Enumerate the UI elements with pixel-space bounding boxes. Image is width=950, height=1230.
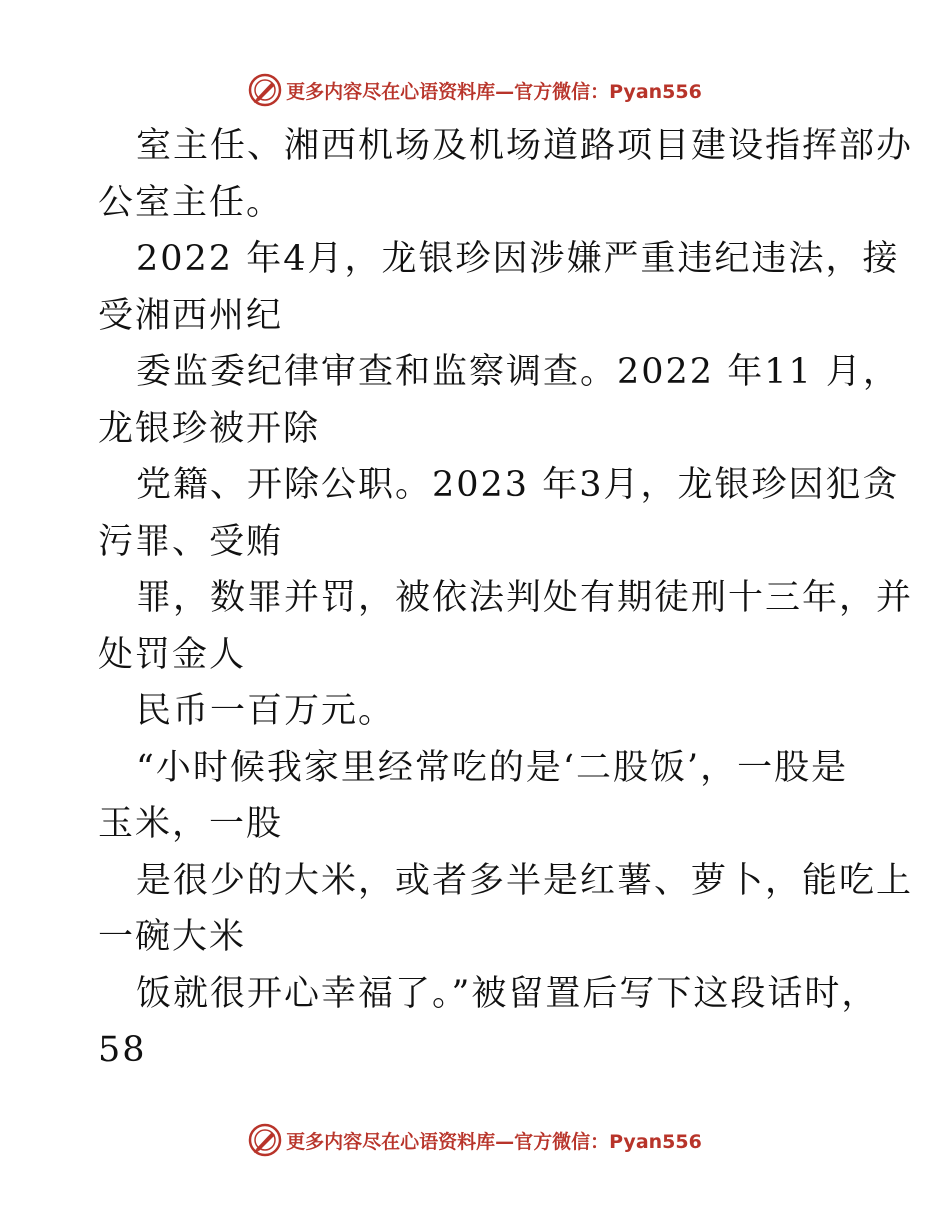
text-line: 是很少的大米，或者多半是红薯、萝卜，能吃上 (136, 860, 914, 901)
document-body (98, 118, 914, 1079)
text-line: 罪，数罪并罚，被依法判处有期徒刑十三年，并 (136, 578, 914, 618)
footer-watermark-banner (0, 1122, 950, 1158)
footer-watermark-text: 更多内容尽在心语资料库—官方微信：Pyan556 (286, 1130, 702, 1153)
text-line: 玉米，一股 (98, 804, 284, 844)
text-line: 一碗大米 (98, 917, 247, 957)
text-line: 受湘西州纪 (98, 295, 284, 336)
text-line: 2022 年4月，龙银珍因涉嫌严重违纪违法，接 (136, 239, 900, 279)
header-watermark-text: 更多内容尽在心语资料库—官方微信：Pyan556 (286, 80, 702, 103)
footer-watermark-group (248, 1123, 702, 1157)
text-line: 处罚金人 (98, 634, 247, 675)
text-line: 党籍、开除公职。2023 年3月，龙银珍因犯贪 (136, 465, 900, 505)
header-watermark-banner (0, 72, 950, 108)
text-line: 58 (98, 1030, 147, 1070)
pen-logo-icon (248, 1123, 282, 1157)
text-line: 公室主任。 (98, 182, 284, 223)
text-line: 民币一百万元。 (136, 691, 396, 731)
text-line: 龙银珍被开除 (98, 408, 321, 449)
text-line: 委监委纪律审查和监察调查。2022 年11 月， (136, 352, 900, 392)
text-line: “小时候我家里经常吃的是‘二股饭’，一股是 (136, 747, 849, 788)
text-line: 饭就很开心幸福了。”被留置后写下这段话时， (136, 973, 879, 1014)
header-watermark-group (248, 73, 702, 107)
text-line: 室主任、湘西机场及机场道路项目建设指挥部办 (136, 126, 914, 166)
text-line: 污罪、受贿 (98, 521, 284, 562)
pen-logo-icon (248, 73, 282, 107)
